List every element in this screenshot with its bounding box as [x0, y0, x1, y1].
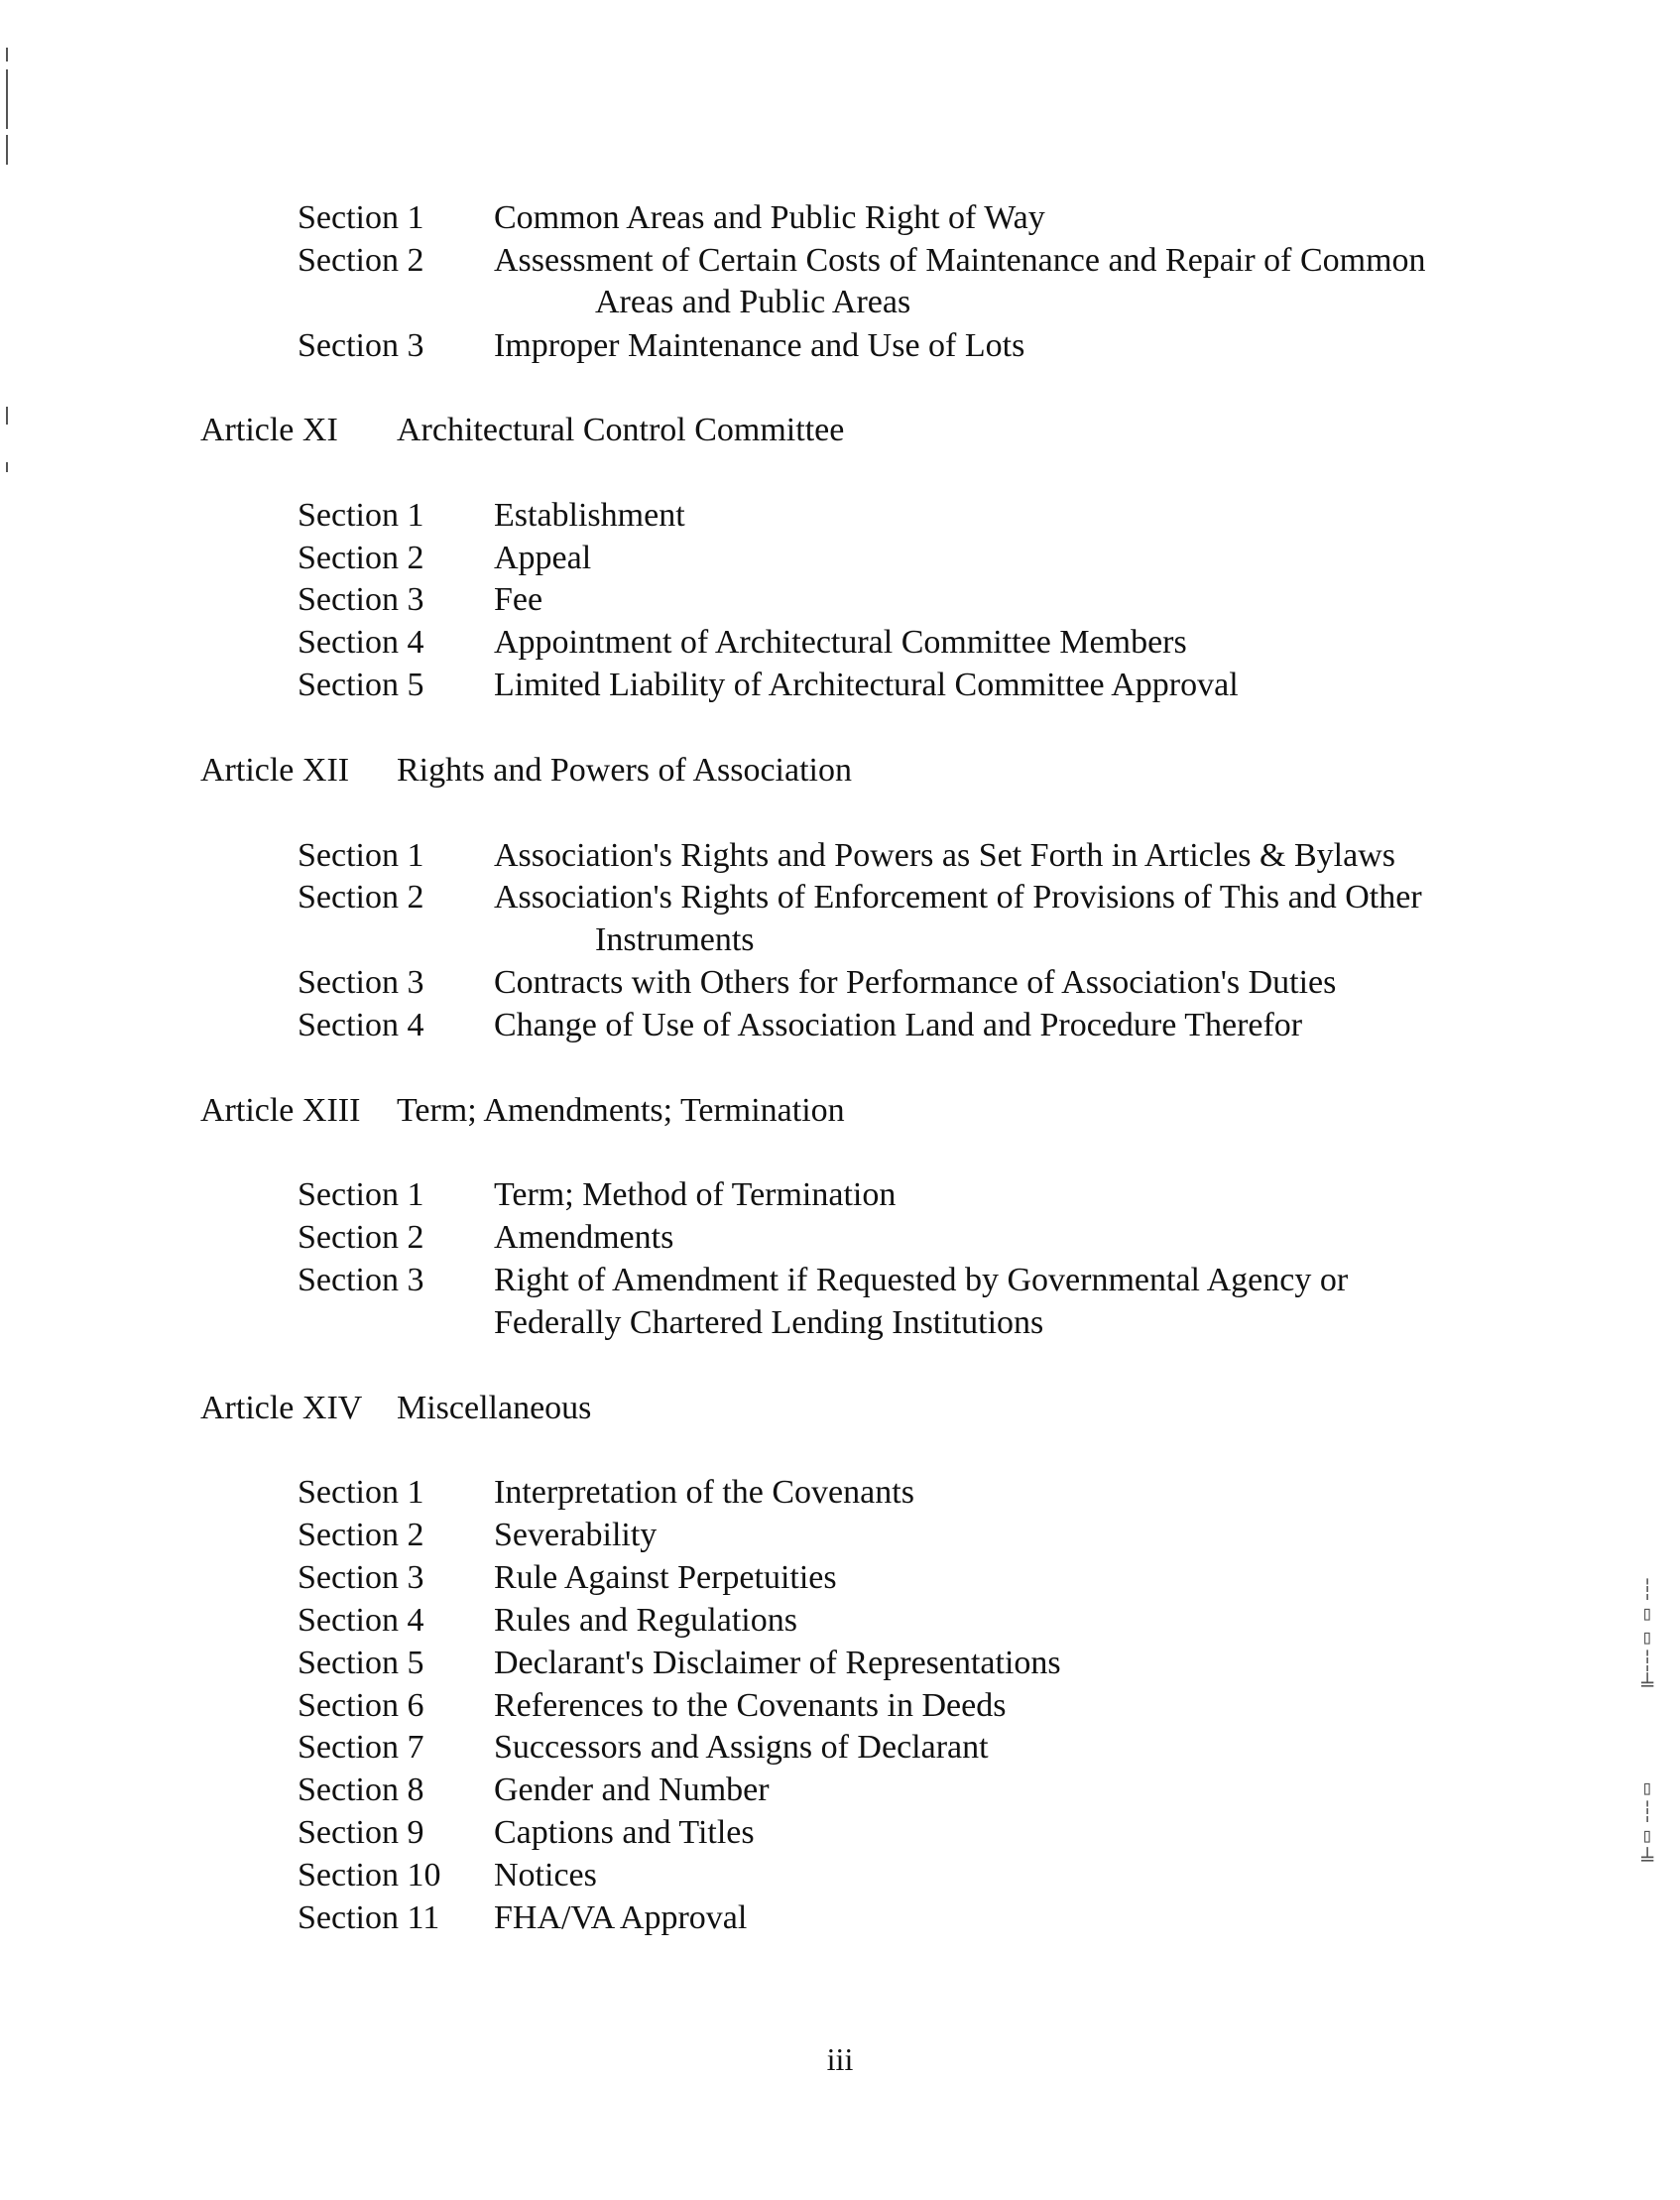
- section-title: Association's Rights of Enforcement of Provisions of This and Other: [494, 879, 1422, 916]
- article-title: Term; Amendments; Termination: [397, 1092, 845, 1129]
- article-label: Article XIII: [200, 1092, 361, 1129]
- section-label: Section 2: [298, 1517, 424, 1553]
- section-label: Section 4: [298, 1007, 424, 1043]
- section-label: Section 3: [298, 327, 424, 364]
- article-title: Rights and Powers of Association: [397, 752, 852, 789]
- scan-mark: [6, 48, 8, 61]
- section-label: Section 2: [298, 1219, 424, 1256]
- filing-stamp: ▯ ┆ ▯ ╧: [1640, 1775, 1654, 1871]
- section-title: Contracts with Others for Performance of Association's Duties: [494, 964, 1337, 1001]
- section-label: Section 4: [298, 1602, 424, 1639]
- page-number: iii: [826, 2041, 854, 2077]
- section-title: Appointment of Architectural Committee Members: [494, 624, 1187, 661]
- section-label: Section 1: [298, 497, 424, 534]
- section-label: Section 5: [298, 1645, 424, 1681]
- section-label: Section 3: [298, 964, 424, 1001]
- section-title: Rules and Regulations: [494, 1602, 797, 1639]
- section-title: Appeal: [494, 540, 592, 576]
- section-title: References to the Covenants in Deeds: [494, 1687, 1007, 1724]
- scan-mark: [6, 135, 8, 165]
- section-label: Section 1: [298, 837, 424, 874]
- scan-mark: [6, 407, 8, 425]
- section-label: Section 1: [298, 199, 424, 236]
- section-title: Change of Use of Association Land and Procedure Therefor: [494, 1007, 1303, 1043]
- section-title: Gender and Number: [494, 1772, 770, 1808]
- section-label: Section 2: [298, 540, 424, 576]
- section-title-continued: Federally Chartered Lending Institutions: [494, 1304, 1044, 1341]
- section-label: Section 3: [298, 581, 424, 618]
- scan-mark: [6, 69, 8, 129]
- section-label: Section 11: [298, 1899, 440, 1936]
- section-label: Section 10: [298, 1857, 441, 1894]
- section-title: Term; Method of Termination: [494, 1176, 897, 1213]
- filing-stamp: ┆ ▯ ▯ ┆ ╧: [1640, 1577, 1654, 1696]
- section-title: Interpretation of the Covenants: [494, 1474, 914, 1511]
- section-label: Section 4: [298, 624, 424, 661]
- article-title: Miscellaneous: [397, 1390, 592, 1426]
- section-title: FHA/VA Approval: [494, 1899, 748, 1936]
- section-title-continued: Areas and Public Areas: [595, 284, 911, 320]
- section-label: Section 8: [298, 1772, 424, 1808]
- section-label: Section 7: [298, 1729, 424, 1766]
- section-title: Notices: [494, 1857, 597, 1894]
- article-title: Architectural Control Committee: [397, 412, 845, 448]
- section-label: Section 2: [298, 879, 424, 916]
- section-title: Right of Amendment if Requested by Governmental Agency or: [494, 1262, 1349, 1298]
- section-title: Association's Rights and Powers as Set Forth in Articles & Bylaws: [494, 837, 1395, 874]
- section-label: Section 5: [298, 667, 424, 703]
- section-title: Captions and Titles: [494, 1814, 755, 1851]
- section-title: Improper Maintenance and Use of Lots: [494, 327, 1025, 364]
- article-label: Article XII: [200, 752, 350, 789]
- section-label: Section 2: [298, 242, 424, 279]
- section-label: Section 9: [298, 1814, 424, 1851]
- section-title: Assessment of Certain Costs of Maintenance and Repair of Common: [494, 242, 1426, 279]
- section-label: Section 1: [298, 1474, 424, 1511]
- section-label: Section 3: [298, 1262, 424, 1298]
- article-label: Article XIV: [200, 1390, 363, 1426]
- article-label: Article XI: [200, 412, 338, 448]
- section-title: Rule Against Perpetuities: [494, 1559, 837, 1596]
- section-title: Amendments: [494, 1219, 674, 1256]
- section-title: Fee: [494, 581, 543, 618]
- section-title: Successors and Assigns of Declarant: [494, 1729, 989, 1766]
- section-label: Section 3: [298, 1559, 424, 1596]
- section-title: Limited Liability of Architectural Committee Approval: [494, 667, 1239, 703]
- section-title: Common Areas and Public Right of Way: [494, 199, 1045, 236]
- section-label: Section 1: [298, 1176, 424, 1213]
- section-title: Declarant's Disclaimer of Representations: [494, 1645, 1061, 1681]
- section-title-continued: Instruments: [595, 921, 755, 958]
- section-title: Establishment: [494, 497, 685, 534]
- section-title: Severability: [494, 1517, 658, 1553]
- section-label: Section 6: [298, 1687, 424, 1724]
- scan-mark: [6, 462, 8, 472]
